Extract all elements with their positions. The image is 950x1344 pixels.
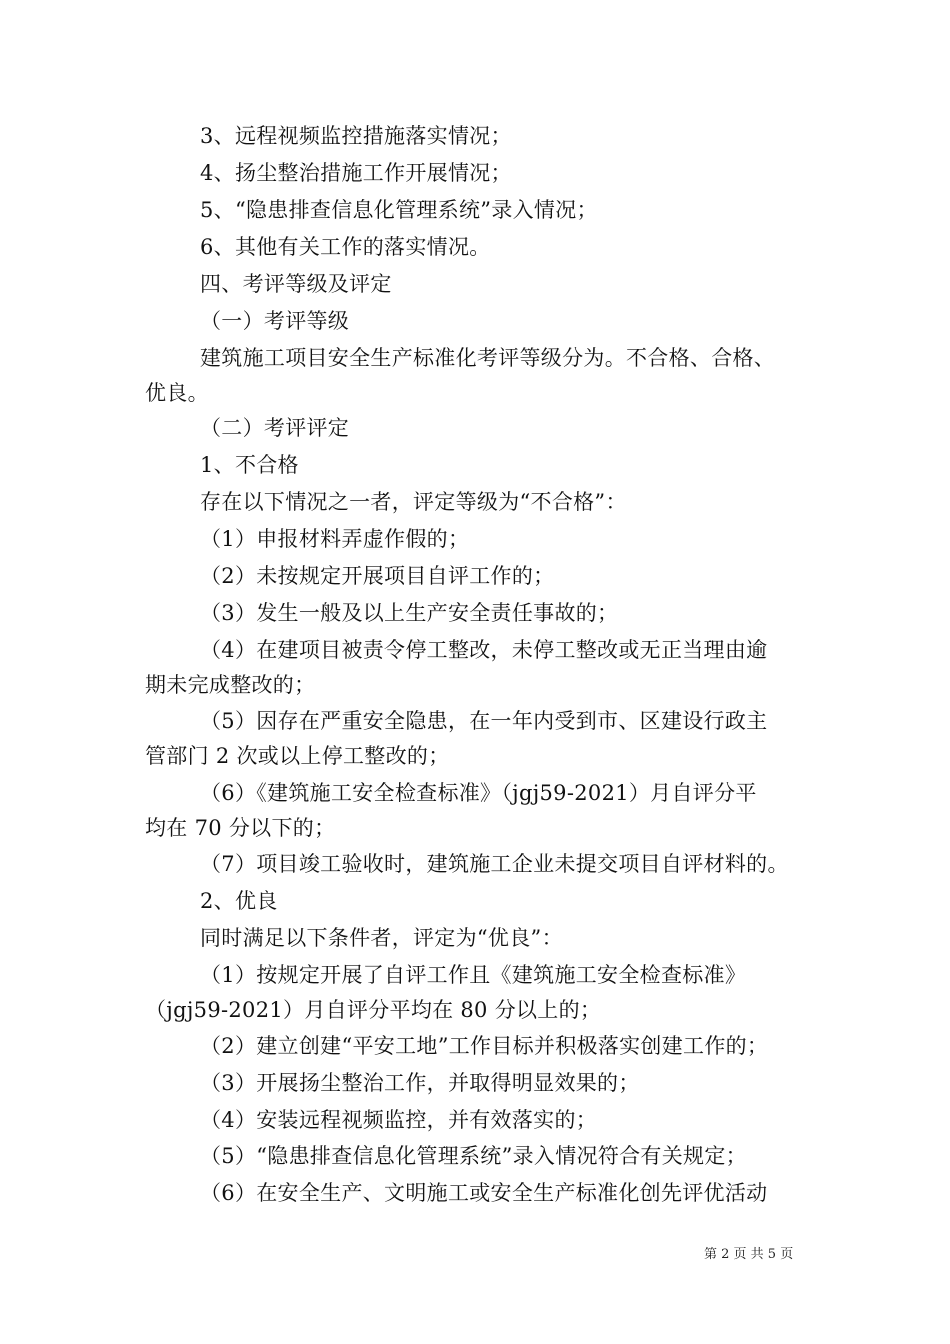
list-item: （7）项目竣工验收时，建筑施工企业未提交项目自评材料的。 [200,852,789,876]
list-item: （4）安装远程视频监控，并有效落实的； [200,1108,598,1132]
text-line: 同时满足以下条件者，评定为“优良”： [200,926,563,950]
list-item: （1）申报材料弄虚作假的； [200,527,470,551]
list-item: （4）在建项目被责令停工整改，未停工整改或无正当理由逾 [200,638,768,662]
list-item: （5）因存在严重安全隐患，在一年内受到市、区建设行政主 [200,709,768,733]
text-line: 建筑施工项目安全生产标准化考评等级分为。不合格、合格、 [200,346,776,370]
text-line: 存在以下情况之一者，评定等级为“不合格”： [200,490,627,514]
text-line: 优良。 [145,381,209,405]
subheading: 2、优良 [200,889,278,913]
subheading: 1、不合格 [200,453,299,477]
text-line: 6、其他有关工作的落实情况。 [200,235,491,259]
text-line: 5、“隐患排查信息化管理系统”录入情况； [200,198,598,222]
text-line: 4、扬尘整治措施工作开展情况； [200,161,512,185]
list-item-continuation: 期未完成整改的； [145,673,316,697]
list-item: （5）“隐患排查信息化管理系统”录入情况符合有关规定； [200,1144,747,1168]
list-item: （2）建立创建“平安工地”工作目标并积极落实创建工作的； [200,1034,769,1058]
list-item-continuation: 管部门 2 次或以上停工整改的； [145,744,450,768]
list-item: （1）按规定开展了自评工作且《建筑施工安全检查标准》 [200,963,747,987]
list-item: （3）开展扬尘整治工作，并取得明显效果的； [200,1071,640,1095]
page-number-footer: 第 2 页 共 5 页 [704,1247,794,1262]
list-item: （2）未按规定开展项目自评工作的； [200,564,555,588]
section-heading: 四、考评等级及评定 [200,272,392,296]
list-item: （6）《建筑施工安全检查标准》（jgj59-2021）月自评分平 [200,781,757,805]
subsection-heading: （二）考评评定 [200,416,350,440]
subsection-heading: （一）考评等级 [200,309,350,333]
list-item: （3）发生一般及以上生产安全责任事故的； [200,601,619,625]
list-item-continuation: （jgj59-2021）月自评分平均在 80 分以上的； [145,998,602,1022]
list-item-continuation: 均在 70 分以下的； [145,816,336,840]
list-item: （6）在安全生产、文明施工或安全生产标准化创先评优活动 [200,1181,768,1205]
text-line: 3、远程视频监控措施落实情况； [200,124,512,148]
